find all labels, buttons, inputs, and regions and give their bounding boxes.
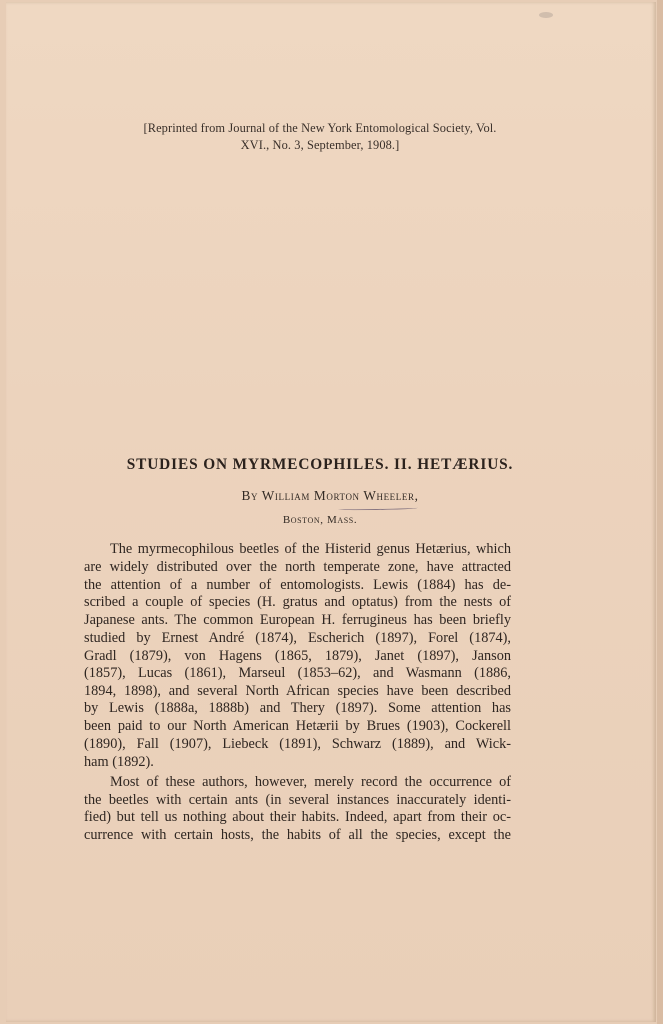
reprint-notice-line-1: [Reprinted from Journal of the New York Entomological Society, Vol.: [143, 121, 497, 135]
body-line: currence with certain hosts, the habits of all the species, except the: [84, 827, 511, 843]
article-title: STUDIES ON MYRMECOPHILES. II. HETÆRIUS.: [126, 456, 514, 473]
page-edge: [657, 0, 663, 1024]
body-line: (1857), Lucas (1861), Marseul (1853–62), and Wasmann (1886,: [84, 665, 511, 681]
body-line: studied by Ernest André (1874), Escherich (1897), Forel (1874),: [84, 630, 511, 646]
body-line: fied) but tell us nothing about their habits. Indeed, apart from their oc-: [84, 809, 511, 825]
body-line: been paid to our North American Hetærii by Brues (1903), Cockerell: [84, 718, 511, 734]
body-line: the beetles with certain ants (in several instances inaccurately identi-: [84, 792, 511, 808]
body-line: Most of these authors, however, merely record the occurrence of: [110, 774, 511, 790]
body-line: by Lewis (1888a, 1888b) and Thery (1897). Some attention has: [84, 700, 511, 716]
reprint-notice-line-2: XVI., No. 3, September, 1908.]: [240, 138, 400, 152]
body-line: The myrmecophilous beetles of the Histerid genus Hetærius, which: [110, 541, 511, 557]
article-author: By William Morton Wheeler,: [241, 488, 419, 503]
stain-mark: [539, 12, 553, 18]
body-line: scribed a couple of species (H. gratus and optatus) from the nests of: [84, 594, 511, 610]
body-line: are widely distributed over the north temperate zone, have attracted: [84, 559, 511, 575]
body-line: Gradl (1879), von Hagens (1865, 1879), Janet (1897), Janson: [84, 648, 511, 664]
body-line: (1890), Fall (1907), Liebeck (1891), Schwarz (1889), and Wick-: [84, 736, 511, 752]
body-line: ham (1892).: [84, 754, 154, 770]
document-page: [6, 2, 656, 1022]
body-line: Japanese ants. The common European H. ferrugineus has been briefly: [84, 612, 511, 628]
body-line: 1894, 1898), and several North African species have been described: [84, 683, 511, 699]
author-location: Boston, Mass.: [282, 514, 358, 526]
body-line: the attention of a number of entomologists. Lewis (1884) has de-: [84, 577, 511, 593]
